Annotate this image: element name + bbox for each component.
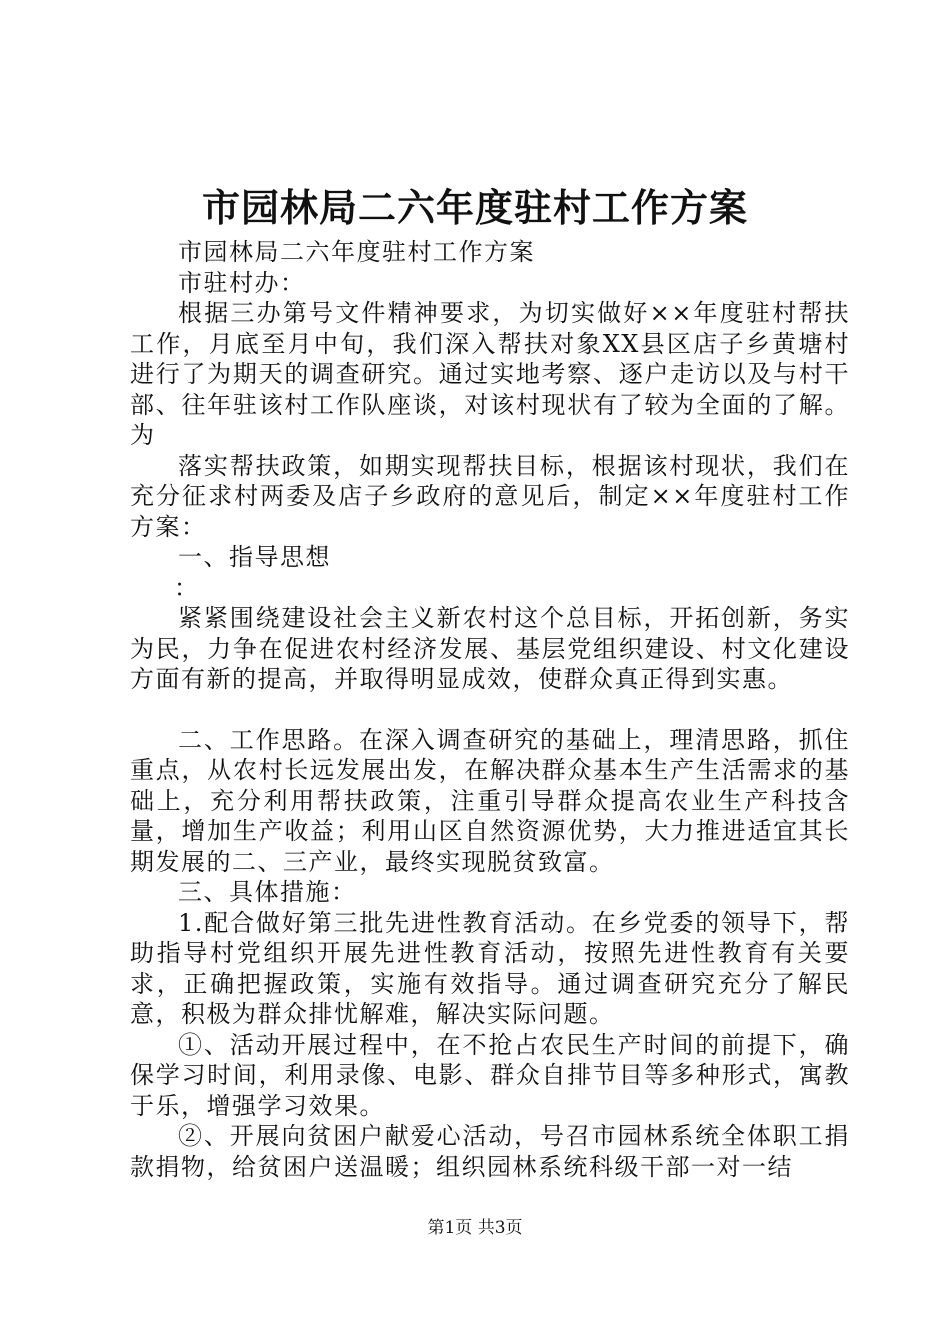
section-heading-measures: 三、具体措施： xyxy=(178,878,357,906)
paragraph-measure-1: 1.配合做好第三批先进性教育活动。在乡党委的领导下，帮助指导村党组织开展先进性教育活动，按照先进性教育有关要求，正确把握政策，实施有效指导。通过调查研究充分了解民意，积极为群众排忧解难，解决实际问题。 xyxy=(130,908,850,1028)
paragraph-spacer xyxy=(130,695,850,725)
section-heading-guiding-ideology: 一、指导思想 xyxy=(178,543,331,571)
page-footer: 第1页 共3页 xyxy=(427,1218,523,1238)
paragraph-work-approach: 二、工作思路。在深入调查研究的基础上，理清思路，抓住重点，从农村长远发展出发，在解决群众基本生产生活需求的基础上，充分利用帮扶政策，注重引导群众提高农业生产科技含量，增加生产收益；利用山区自然资源优势，大力推进适宜其长期发展的二、三产业，最终实现脱贫致富。 xyxy=(130,725,850,876)
document-body xyxy=(130,237,850,1182)
paragraph-goal: 紧紧围绕建设社会主义新农村这个总目标，开拓创新，务实为民，力争在促进农村经济发展、基层党组织建设、村文化建设方面有新的提高，并取得明显成效，使群众真正得到实惠。 xyxy=(130,604,850,693)
paragraph-measure-1a: ①、活动开展过程中，在不抢占农民生产时间的前提下，确保学习时间，利用录像、电影、群众自排节目等多种形式，寓教于乐，增强学习效果。 xyxy=(130,1030,850,1120)
paragraph-colon: ： xyxy=(174,573,200,602)
paragraph-subtitle: 市园林局二六年度驻村工作方案 xyxy=(178,238,535,266)
document-title: 市园林局二六年度驻村工作方案 xyxy=(201,185,748,230)
paragraph-addressee: 市驻村办： xyxy=(178,268,306,297)
paragraph-purpose: 落实帮扶政策，如期实现帮扶目标，根据该村现状，我们在充分征求村两委及店子乡政府的意见后，制定××年度驻村工作方案： xyxy=(130,451,850,541)
paragraph-measure-1b: ②、开展向贫困户献爱心活动，号召市园林系统全体职工捐款捐物，给贫困户送温暖；组织园林系统科级干部一对一结 xyxy=(130,1122,850,1181)
paragraph-background: 根据三办第号文件精神要求，为切实做好××年度驻村帮扶工作，月底至月中旬，我们深入帮扶对象XX县区店子乡黄塘村进行了为期天的调查研究。通过实地考察、逐户走访以及与村干部、往年驻该村工作队座谈，对该村现状有了较为全面的了解。为 xyxy=(130,299,850,449)
